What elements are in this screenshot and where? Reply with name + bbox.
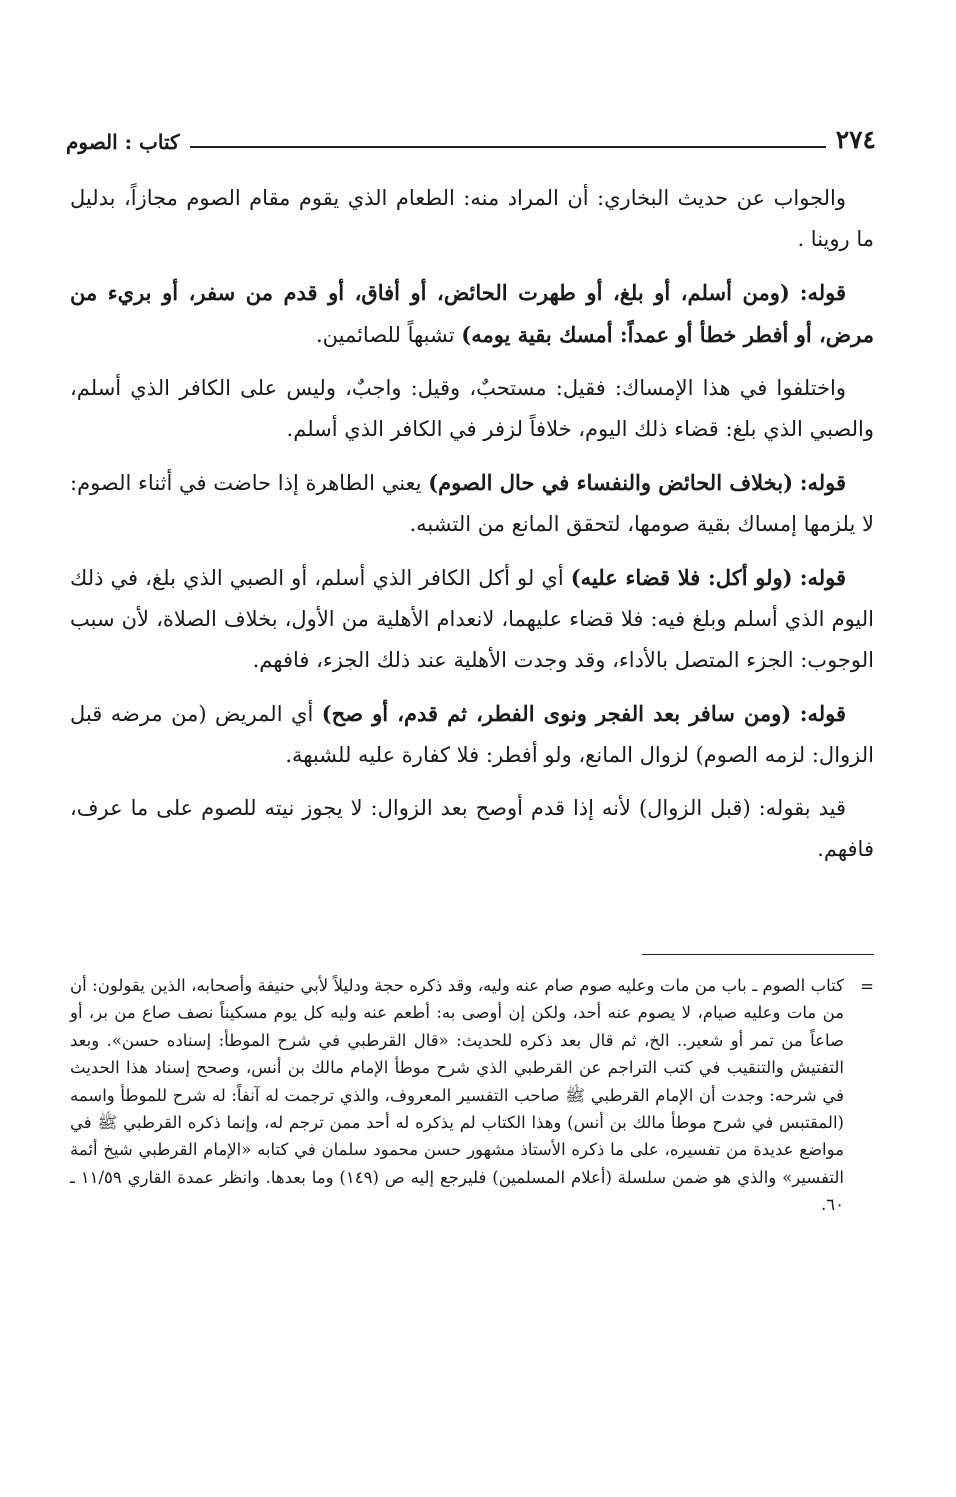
page-number: ٢٧٤: [835, 125, 876, 154]
paragraph: واختلفوا في هذا الإمساك: فقيل: مستحبٌ، وقيل: واجبٌ، وليس على الكافر الذي أسلم، والصبي الذي بلغ: قضاء ذلك اليوم، خلافاً لزفر في الكافر الذي أسلم.: [70, 376, 874, 441]
paragraph: قوله: (ومن أسلم، أو بلغ، أو طهرت الحائض، أو أفاق، أو قدم من سفر، أو بريء من مرض، أو أفطر خطأ أو عمداً: أمسك بقية يومه) تشبهاً للصائمين.: [70, 280, 874, 347]
footnote-text: كتاب الصوم ـ باب من مات وعليه صوم صام عنه وليه، وقد ذكره حجة ودليلاً لأبي حنيفة وأصحابه، الذين يقولون: أن من مات وعليه صيام، لا يصوم عنه أحد، ولكن إن أوصى به: أطعم عنه وليه كل يوم مسكيناً نصف صاع من بر، أو صاعاً من تمر أو شعير.. الخ، ثم قال بعد ذكره للحديث: «قال القرطبي في شرح الموطأ: إسناده حسن». وبعد التفتيش والتنقيب في كتب التراجم عن القرطبي الذي شرح موطأ الإمام مالك بن أنس، وصحح إسناد هذا الحديث في شرحه: وجدت أن الإمام القرطبي ﷺ صاحب التفسير المعروف، والذي ترجمت له آنفاً: له شرح للموطأ واسمه (المقتبس في شرح موطأ مالك بن أنس) وهذا الكتاب لم يذكره له أحد ممن ترجم له، وإنما ذكره القرطبي ﷺ في مواضع عديدة من تفسيره، على ما ذكره الأستاذ مشهور حسن محمود سلمان في كتابه «الإمام القرطبي شيخ أئمة التفسير» والذي هو ضمن سلسلة (أعلام المسلمين) فليرجع إليه ص (١٤٩) وما بعدها. وانظر عمدة القاري ١١/٥٩ ـ ٦٠.: [70, 976, 844, 1215]
paragraph: قيد بقوله: (قبل الزوال) لأنه إذا قدم أوصح بعد الزوال: لا يجوز نيته للصوم على ما عرف، فافهم.: [70, 796, 874, 861]
main-text: [70, 178, 874, 882]
footnote: [70, 972, 874, 1219]
header-rule: [190, 146, 826, 148]
footnote-marker: =: [860, 977, 874, 996]
paragraph: قوله: (ومن سافر بعد الفجر ونوى الفطر، ثم قدم، أو صح) أي المريض (من مرضه قبل الزوال: لزمه الصوم) لزوال المانع، ولو أفطر: فلا كفارة عليه للشبهة.: [70, 701, 874, 767]
paragraph: قوله: (بخلاف الحائض والنفساء في حال الصوم) يعني الطاهرة إذا حاضت في أثناء الصوم: لا يلزمها إمساك بقية صومها، لتحقق المانع من التشبه.: [70, 470, 874, 536]
page-header: [66, 118, 876, 152]
paragraph: قوله: (ولو أكل: فلا قضاء عليه) أي لو أكل الكافر الذي أسلم، أو الصبي الذي بلغ، في ذلك اليوم الذي أسلم وبلغ فيه: فلا قضاء عليهما، لانعدام الأهلية من الأول، بخلاف الصلاة، لأن سبب الوجوب: الجزء المتصل بالأداء، وقد وجدت الأهلية عند ذلك الجزء، فافهم.: [70, 565, 874, 672]
footnote-separator: [642, 954, 874, 955]
paragraph: والجواب عن حديث البخاري: أن المراد منه: الطعام الذي يقوم مقام الصوم مجازاً، بدليل ما روينا .: [70, 186, 874, 251]
running-title: كتاب : الصوم: [66, 130, 180, 154]
